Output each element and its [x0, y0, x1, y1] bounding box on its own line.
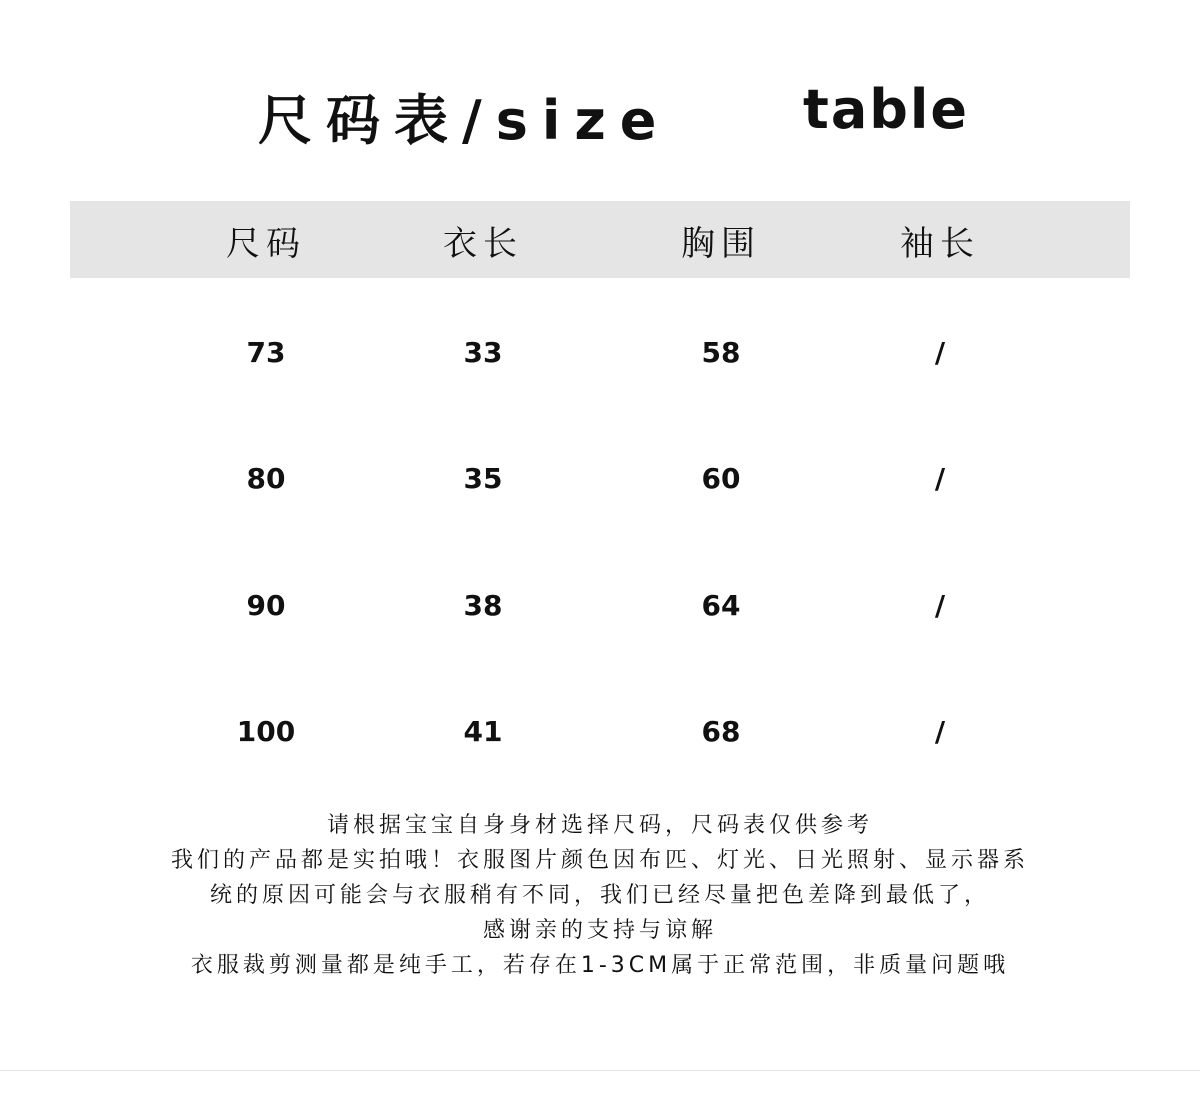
table-cell-size: 73: [246, 336, 286, 369]
header-sleeve: 袖长: [900, 224, 980, 264]
header-chest: 胸围: [681, 224, 761, 264]
table-cell-sleeve: /: [934, 589, 946, 622]
table-cell-length: 33: [463, 336, 503, 369]
table-cell-chest: 58: [701, 336, 741, 369]
table-cell-chest: 68: [701, 715, 741, 748]
header-size: 尺码: [226, 224, 306, 264]
header-length: 衣长: [443, 224, 523, 264]
bottom-divider: [0, 1070, 1200, 1071]
note-line: 统的原因可能会与衣服稍有不同，我们已经尽量把色差降到最低了，: [209, 883, 990, 908]
table-cell-sleeve: /: [934, 462, 946, 495]
note-line: 我们的产品都是实拍哦！衣服图片颜色因布匹、灯光、日光照射、显示器系: [170, 848, 1029, 873]
table-cell-size: 80: [246, 462, 286, 495]
table-cell-chest: 64: [701, 589, 741, 622]
table-cell-chest: 60: [701, 462, 741, 495]
note-line: 衣服裁剪测量都是纯手工，若存在1-3CM属于正常范围，非质量问题哦: [190, 953, 1010, 978]
note-line: 感谢亲的支持与谅解: [482, 918, 717, 943]
table-cell-size: 90: [246, 589, 286, 622]
note-line: 请根据宝宝自身身材选择尺码，尺码表仅供参考: [326, 813, 873, 838]
title-table: table: [803, 78, 970, 141]
table-cell-length: 35: [463, 462, 503, 495]
notes-block: [60, 808, 1140, 983]
table-cell-size: 100: [236, 715, 296, 748]
table-cell-length: 38: [463, 589, 503, 622]
table-cell-length: 41: [463, 715, 503, 748]
table-cell-sleeve: /: [934, 715, 946, 748]
table-cell-sleeve: /: [934, 336, 946, 369]
title-size-chart: 尺码表/size: [258, 89, 671, 152]
